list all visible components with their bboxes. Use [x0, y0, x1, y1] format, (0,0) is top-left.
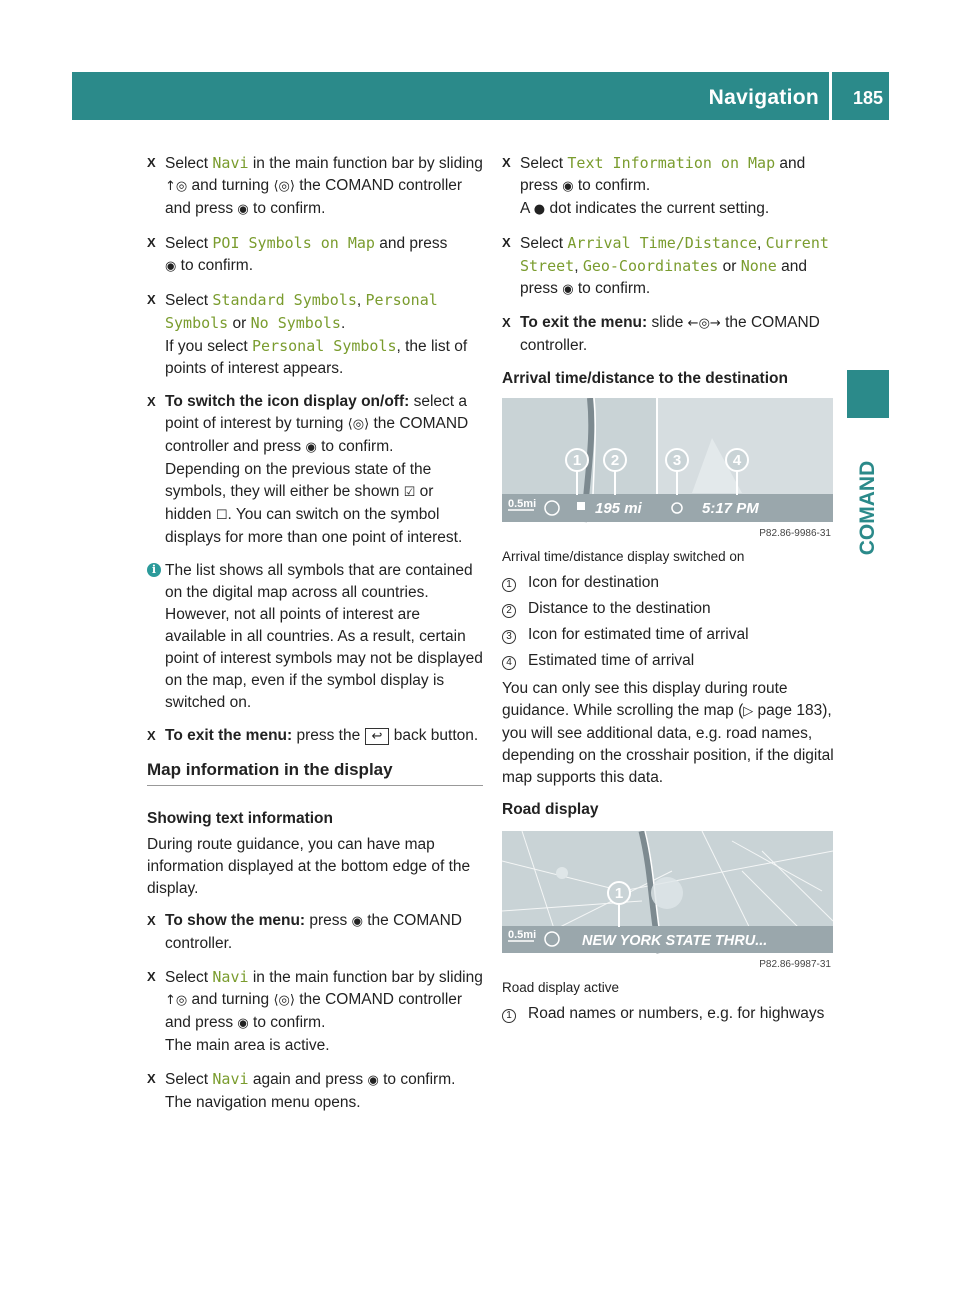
right-column — [502, 152, 838, 1029]
step-select-navi: X Select Navi in the main function bar by sliding ↑◎ and turning ⟨◎⟩ the COMAND controller and press ◉ to confirm. — [147, 154, 483, 217]
heading-road-display: Road display — [502, 801, 599, 818]
menu-item-navi: Navi — [212, 154, 249, 172]
left-column — [147, 152, 483, 1125]
press-icon: ◉ — [237, 202, 249, 217]
map-scale: 0.5mi — [508, 929, 537, 941]
arrival-time-value: 5:17 PM — [702, 500, 759, 517]
step-exit-menu-slide: X To exit the menu: slide ←◎→ the COMAND controller. — [502, 314, 820, 354]
menu-item-no-symbols: No Symbols — [250, 314, 341, 332]
step-arrow-icon: X — [147, 1071, 156, 1086]
press-icon: ◉ — [165, 259, 177, 274]
menu-item-arrival-time: Arrival Time/Distance — [567, 234, 758, 252]
press-icon: ◉ — [305, 440, 317, 455]
menu-item-text-information: Text Information on Map — [567, 154, 776, 172]
step-arrow-icon: X — [502, 315, 511, 330]
map-scale: 0.5mi — [508, 498, 537, 510]
press-icon: ◉ — [367, 1073, 379, 1088]
menu-item-none: None — [740, 257, 777, 275]
legend-list-2 — [502, 1003, 838, 1025]
figure-code: P82.86-9986-31 — [759, 528, 831, 539]
checkbox-empty-icon: ☐ — [215, 508, 228, 523]
step-exit-menu: X To exit the menu: press the ↩ back button. — [147, 725, 483, 748]
page-header — [72, 72, 889, 120]
side-label — [848, 428, 888, 588]
heading-map-information: Map information in the display — [147, 759, 483, 786]
list-item: 2 Distance to the destination — [502, 598, 838, 620]
menu-item-standard-symbols: Standard Symbols — [212, 291, 357, 309]
page-number: 185 — [852, 88, 883, 108]
press-icon: ◉ — [562, 282, 574, 297]
step-arrow-icon: X — [147, 394, 156, 409]
step-select-navi-2: X Select Navi in the main function bar by sliding ↑◎ and turning ⟨◎⟩ the COMAND controller and press ◉ to confirm. The main area is active. — [147, 968, 483, 1054]
paragraph-showing-text: During route guidance, you can have map information displayed at the bottom edge of the display. — [147, 836, 471, 897]
step-select-display-type: X Select Arrival Time/Distance, Current Street, Geo-Coordinates or None and press ◉ to confirm. — [502, 234, 829, 297]
step-arrow-icon: X — [147, 728, 156, 743]
callout-1: 1 — [614, 885, 624, 902]
step-arrow-icon: X — [502, 155, 511, 170]
info-note: i The list shows all symbols that are contained on the digital map across all countries. However, not all points of interest are available in all countries. As a result, certain point of interest symbols may not be displayed on the map, even if the symbol display is switched on. — [147, 560, 483, 714]
caption-road: Road display active — [502, 980, 620, 995]
callout-1: 1 — [572, 452, 582, 469]
step-text-information: X Select Text Information on Map and press ◉ to confirm. A ● dot indicates the current setting. — [502, 154, 806, 217]
distance-value: 195 mi — [595, 500, 642, 517]
step-poi-symbols: X Select POI Symbols on Map and press ◉ to confirm. — [147, 234, 448, 274]
legend-list-1 — [502, 572, 838, 672]
slide-left-right-icon: ←◎→ — [687, 316, 721, 331]
step-switch-icon-display: X To switch the icon display on/off: select a point of interest by turning ⟨◎⟩ the COMAND controller and press ◉ to confirm. Depending on the previous state of the symbols, they will either be shown ☑ or hidden ☐. You can switch on the symbol displays for more than one point of interest. — [147, 393, 469, 546]
press-icon: ◉ — [237, 1016, 249, 1031]
menu-item-geo-coordinates: Geo-Coordinates — [582, 257, 719, 275]
press-icon: ◉ — [562, 179, 574, 194]
step-symbol-type: X Select Standard Symbols, Personal Symbols or No Symbols. If you select Personal Symbols, the list of points of interest appears. — [147, 291, 468, 377]
press-icon: ◉ — [351, 914, 363, 929]
figure-road-display — [502, 831, 833, 971]
callout-4: 4 — [732, 452, 742, 469]
list-item: 4 Estimated time of arrival — [502, 650, 838, 672]
header-divider — [829, 72, 832, 120]
dot-icon: ● — [533, 202, 546, 217]
side-label-text: COMAND — [856, 460, 879, 556]
figure-arrival-display — [502, 398, 833, 540]
list-item: 1 Road names or numbers, e.g. for highways — [502, 1003, 838, 1025]
back-button-icon: ↩ — [365, 728, 390, 745]
step-show-menu: X To show the menu: press ◉ the COMAND controller. — [147, 912, 462, 952]
figure-code: P82.86-9987-31 — [759, 959, 831, 970]
heading-arrival-time: Arrival time/distance to the destination — [502, 370, 788, 387]
paragraph-route-guidance: You can only see this display during route guidance. While scrolling the map (▷ page 183), you will see additional data, e.g. road names, depending on the crosshair position, if the digital map supports this data. — [502, 680, 834, 786]
page-ref-arrow-icon: ▷ — [743, 704, 754, 719]
section-title: Navigation — [708, 86, 819, 109]
side-tab — [847, 370, 889, 418]
checkbox-checked-icon: ☑ — [403, 485, 416, 500]
destination-flag-icon — [577, 502, 585, 510]
step-arrow-icon: X — [147, 292, 156, 307]
slide-up-icon: ↑◎ — [165, 993, 188, 1008]
turn-icon: ⟨◎⟩ — [273, 179, 295, 194]
callout-2: 2 — [610, 452, 620, 469]
street-name: NEW YORK STATE THRU... — [582, 933, 768, 949]
caption-arrival: Arrival time/distance display switched on — [502, 549, 745, 564]
menu-item-current-street: Current Street — [520, 234, 829, 275]
menu-item-poi-symbols: POI Symbols on Map — [212, 234, 375, 252]
step-arrow-icon: X — [502, 235, 511, 250]
info-icon: i — [147, 563, 161, 577]
step-arrow-icon: X — [147, 155, 156, 170]
step-select-navi-again: X Select Navi again and press ◉ to confirm. The navigation menu opens. — [147, 1070, 456, 1111]
step-arrow-icon: X — [147, 913, 156, 928]
list-item: 1 Icon for destination — [502, 572, 838, 594]
heading-showing-text: Showing text information — [147, 810, 333, 827]
step-arrow-icon: X — [147, 235, 156, 250]
turn-icon: ⟨◎⟩ — [347, 417, 370, 432]
menu-item-personal-symbols: Personal Symbols — [165, 291, 438, 332]
step-arrow-icon: X — [147, 969, 156, 984]
callout-3: 3 — [672, 452, 682, 469]
slide-up-icon: ↑◎ — [165, 179, 188, 194]
list-item: 3 Icon for estimated time of arrival — [502, 624, 838, 646]
turn-icon: ⟨◎⟩ — [273, 993, 295, 1008]
